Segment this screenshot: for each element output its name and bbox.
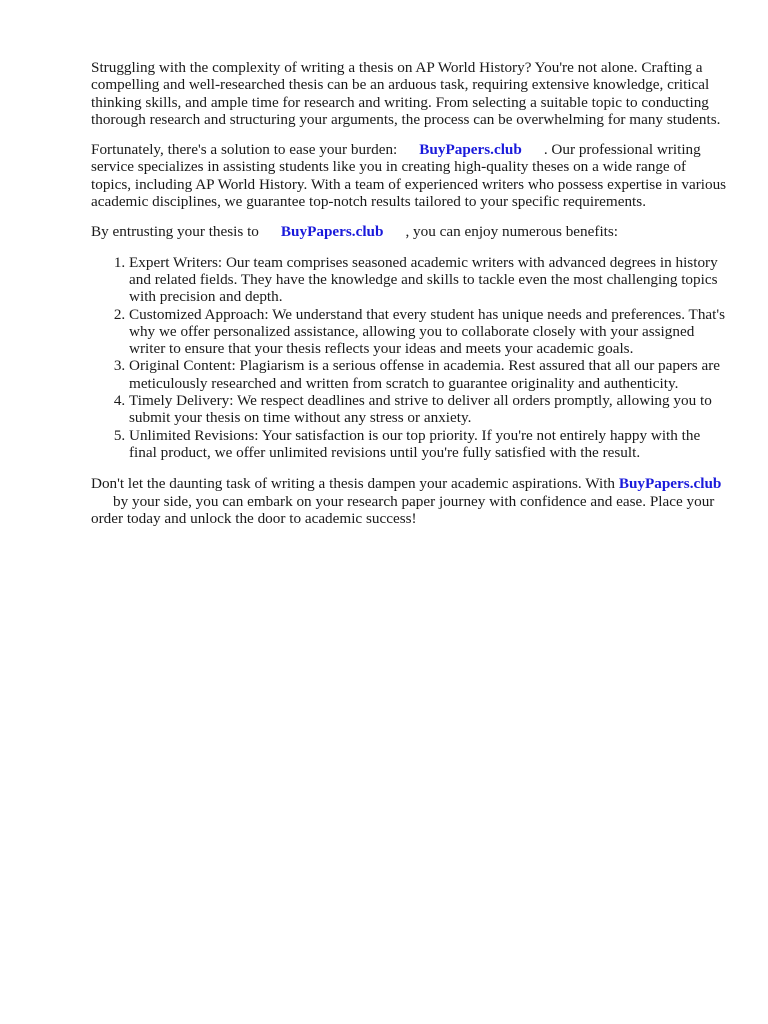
benefits-intro-paragraph bbox=[91, 223, 727, 240]
benefits-list bbox=[91, 254, 727, 462]
solution-paragraph bbox=[91, 141, 727, 210]
buypapers-link-1[interactable]: BuyPapers.club bbox=[419, 141, 522, 159]
solution-text-before: Fortunately, there's a solution to ease your burden: bbox=[91, 141, 398, 159]
buypapers-link-3[interactable]: BuyPapers.club bbox=[618, 475, 722, 493]
solution-text-after: . Our professional writing service specializes in assisting students like you in creating high-quality theses on a wide range of topics, including AP World History. With a team of experienced writers who possess expertise in various academic disciplines, we guarantee top-notch results tailored to your specific requirements. bbox=[91, 141, 727, 211]
intro-paragraph: Struggling with the complexity of writing a thesis on AP World History? You're not alone. Crafting a compelling and well-researched thesis can be an arduous task, requiring extensive knowledge, critical thinking skills, and ample time for research and writing. From selecting a suitable topic to conducting thorough research and structuring your arguments, the process can be overwhelming for many students. bbox=[91, 59, 721, 128]
benefits-intro-after: , you can enjoy numerous benefits: bbox=[405, 223, 619, 241]
list-item: 3. Original Content: Plagiarism is a serious offense in academia. Rest assured that all our papers are meticulously researched and written from scratch to guarantee originality and authenticity. bbox=[129, 357, 727, 392]
benefits-intro-before: By entrusting your thesis to bbox=[91, 223, 259, 241]
closing-text-before: Don't let the daunting task of writing a thesis dampen your academic aspirations. With bbox=[91, 475, 616, 493]
list-item: 4. Timely Delivery: We respect deadlines and strive to deliver all orders promptly, allowing you to submit your thesis on time without any stress or anxiety. bbox=[129, 392, 727, 427]
closing-paragraph bbox=[91, 475, 727, 527]
list-item: 1. Expert Writers: Our team comprises seasoned academic writers with advanced degrees in history and related fields. They have the knowledge and skills to tackle even the most challenging topics with precision and depth. bbox=[129, 254, 727, 306]
closing-text-after: by your side, you can embark on your research paper journey with confidence and ease. Place your order today and unlock the door to academic success! bbox=[91, 492, 715, 527]
list-item: 5. Unlimited Revisions: Your satisfaction is our top priority. If you're not entirely happy with the final product, we offer unlimited revisions until you're fully satisfied with the result. bbox=[129, 427, 727, 462]
list-item: 2. Customized Approach: We understand that every student has unique needs and preferences. That's why we offer personalized assistance, allowing you to collaborate closely with your assigned writer to ensure that your thesis reflects your ideas and meets your academic goals. bbox=[129, 306, 727, 358]
buypapers-link-2[interactable]: BuyPapers.club bbox=[280, 223, 384, 241]
document-body bbox=[91, 59, 727, 540]
